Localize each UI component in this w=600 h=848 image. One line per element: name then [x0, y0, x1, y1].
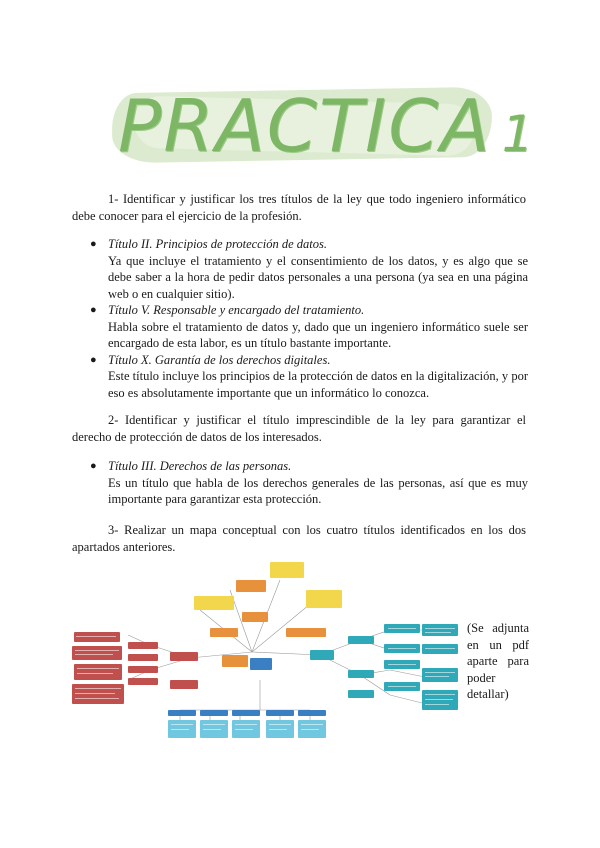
list-item-text: Este título incluye los principios de la protección de datos en la digitalización, y por eso es absolutamente importante que un informático lo conozca. — [108, 369, 528, 400]
question-2-text: 2- Identificar y justificar el título imprescindible de la ley para garantizar el derecho de protección de datos de los interesados. — [72, 413, 526, 444]
bullet-icon: ● — [90, 460, 97, 472]
list-item-title: Título X. Garantía de los derechos digitales. — [108, 352, 331, 367]
list-item-text: Habla sobre el tratamiento de datos y, dado que un ingeniero informático suele ser encargado de esta labor, es un título bastante importante. — [108, 319, 528, 350]
question-2 — [72, 412, 526, 445]
title-number: 1 — [501, 105, 536, 163]
side-note: (Se adjunta en un pdf aparte para poder detallar) — [467, 621, 529, 701]
map-nodes-yellow — [194, 562, 342, 610]
bullet-icon: ● — [90, 304, 97, 316]
page-title — [112, 82, 536, 172]
list-item-title: Título III. Derechos de las personas. — [108, 459, 292, 473]
concept-map-image — [70, 560, 460, 750]
bullet-icon: ● — [90, 238, 97, 250]
list-item-title: Título II. Principios de protección de datos. — [108, 237, 327, 251]
list-item — [72, 458, 528, 508]
question-1 — [72, 191, 526, 224]
concept-map-svg — [70, 560, 460, 750]
list-item — [72, 302, 528, 352]
list-item-text: Es un título que habla de los derechos generales de las personas, así que es muy importante para garantizar esta protección. — [108, 475, 528, 506]
question-3-text: 3- Realizar un mapa conceptual con los cuatro títulos identificados en los dos apartados anteriores. — [72, 523, 526, 554]
titles-list-1 — [72, 236, 528, 401]
titles-list-2 — [72, 458, 528, 508]
question-1-text: 1- Identificar y justificar los tres títulos de la ley que todo ingeniero informático debe conocer para el ejercicio de la profesión. — [72, 192, 526, 223]
title-text: PRACTICA — [118, 84, 492, 168]
list-item — [72, 352, 528, 402]
map-nodes-teal — [310, 624, 458, 710]
question-3 — [72, 522, 526, 555]
bullet-icon: ● — [90, 353, 97, 366]
list-item-title: Título V. Responsable y encargado del tratamiento. — [108, 303, 365, 317]
list-item — [72, 236, 528, 302]
list-item-text: Ya que incluye el tratamiento y el consentimiento de los datos, y es algo que se debe saber a la hora de pedir datos personales a una persona (ya sea en una página web o en cualquier sitio). — [108, 253, 528, 301]
